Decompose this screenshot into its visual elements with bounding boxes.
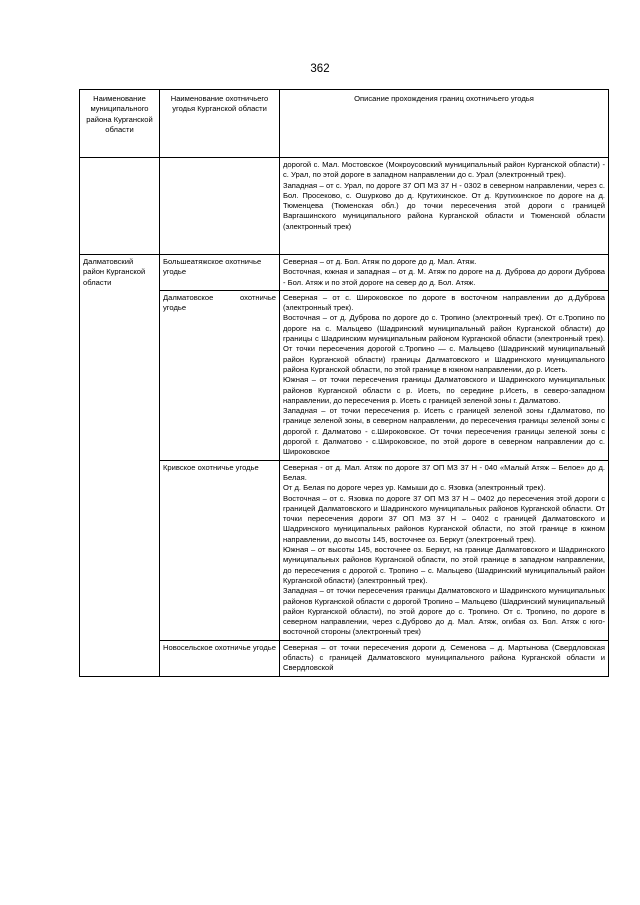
table-row [80, 640, 609, 676]
description-cell [280, 640, 609, 676]
page-number: 362 [310, 63, 330, 75]
hunting-ground-name: Новосельское охотничье угодье [160, 640, 280, 676]
header-hunting-ground: Наименование охотничьего угодья Курганской области [160, 90, 280, 158]
hunting-ground-name: Кривское охотничье угодье [160, 460, 280, 640]
description-paragraph: Южная – от высоты 145, восточнее оз. Беркут, на границе Далматовского и Шадринского муниципальных районов Курганской области, по этой границе в западном направлении, до пересечения с дорогой с. Тропино – с. Мальцево (Шадринский муниципальный район Курганской области) (электронный трек). [283, 545, 605, 585]
description-cell [280, 290, 609, 460]
table-row [80, 460, 609, 640]
description-paragraph: Южная – от точки пересечения границы Далматовского и Шадринского муниципальных районов Курганской области с р. Исеть, по середине р.Исеть, в северо-западном направлении, до пересечения р. Исеть с границей зеленой зоны г. Далматово. [283, 375, 605, 405]
description-paragraph: Восточная – от с. Язовка по дороге 37 ОП МЗ 37 Н – 0402 до пересечения этой дороги с границей Далматовского и Шадринского муниципальных районов Курганской области. От точки пересечения дороги 37 ОП МЗ 37 Н – 0402 с границей Далматовского и Шадринского муниципальных районов Курганской области, по этой границе в южном направлении, до высоты 145, восточнее оз. Беркут (электронный трек). [283, 493, 605, 544]
description-cell [280, 255, 609, 291]
header-description: Описание прохождения границ охотничьего угодья [280, 90, 609, 158]
empty-cell [160, 158, 280, 255]
description-paragraph: Северная - от д. Мал. Атяж по дороге 37 ОП МЗ 37 Н - 040 «Малый Атяж – Белое» до д. Белая. [283, 462, 605, 482]
description-paragraph: Северная – от д. Бол. Атяж по дороге до д. Мал. Атяж. [283, 257, 477, 266]
description-paragraph: Северная – от с. Широковское по дороге в восточном направлении до д.Дуброва (электронный трек). [283, 292, 605, 313]
description-paragraph: Западная – от с. Урал, по дороге 37 ОП МЗ 37 Н - 0302 в северном направлении, через с. Бол. Просеково, с. Ошурково до д. Крутихинское. От д. Крутихинское по дороге на д. Тюменцева (Тюменская обл.) до точки пересечения этой дороги с границей Варгашинского муниципального района Курганской области и Тюменской области (электронный трек) [283, 180, 605, 231]
table-row [80, 158, 609, 255]
description-paragraph: Западная – от точки пересечения границы Далматовского и Шадринского муниципальных районов Курганской области с дорогой Тропино – Мальцево (Шадринский муниципальный район Курганской области), по этой дороге до с. Тропино. От с. Тропино, по дороге в северном направлении, через с.Дуброво до д. Мал. Атяж, огибая оз. Бол. Атяж с юго-восточной стороны (электронный трек) [283, 586, 605, 637]
description-paragraph: От д. Белая по дороге через ур. Камыши до с. Язовка (электронный трек). [283, 483, 546, 493]
hunting-ground-name: Большеатяжское охотничье угодье [160, 255, 280, 291]
description-paragraph: Западная – от точки пересечения р. Исеть с границей зеленой зоны г.Далматово, по границе зеленой зоны, в северном направлении, до пересечения границы зеленой зоны с дорогой г. Далматово - с.Широковское. От точки пересечения границы зеленой зоны с дорогой г. Далматово - с.Широковское, по этой дороге в северном направлении до с. Широковское [283, 406, 605, 457]
description-paragraph: Восточная, южная и западная – от д. М. Атяж по дороге на д. Дуброва до дороги Дуброва - Бол. Атяж и по этой дороге на север до д. Бол. Атяж. [283, 267, 605, 287]
description-paragraph: дорогой с. Мал. Мостовское (Мокроусовский муниципальный район Курганской области) - с. Урал, по этой дороге в западном направлении до с. Урал (электронный трек). [283, 160, 605, 180]
table-row [80, 290, 609, 460]
table-header-row [80, 90, 609, 158]
description-paragraph: Северная – от точки пересечения дороги д. Семенова – д. Мартынова (Свердловская область) с границей Далматовского муниципального района Курганской области и Свердловской [283, 642, 605, 673]
hunting-grounds-table [79, 89, 609, 677]
description-paragraph: Восточная – от д. Дуброва по дороге до с. Тропино (электронный трек). От с.Тропино по дороге на с. Мальцево (Шадринский муниципальный район Курганской области) до границы с Шадринским муниципальным районом Курганской области (электронный трек). От точки пересечения дорогой с.Тропино — с. Мальцево (Шадринский муниципальный район Курганской области) границы Далматовского и Шадринского муниципального района Курганской области, по этой границе в южном направлении, до р. Исеть. [283, 313, 605, 374]
district-cell: Далматовский район Курганской области [80, 255, 160, 677]
header-district: Наименование муниципального района Курганской области [80, 90, 160, 158]
hunting-ground-name: Далматовское охотничье угодье [160, 290, 280, 460]
table-row [80, 255, 609, 291]
description-cell [280, 158, 609, 255]
description-cell [280, 460, 609, 640]
empty-cell [80, 158, 160, 255]
